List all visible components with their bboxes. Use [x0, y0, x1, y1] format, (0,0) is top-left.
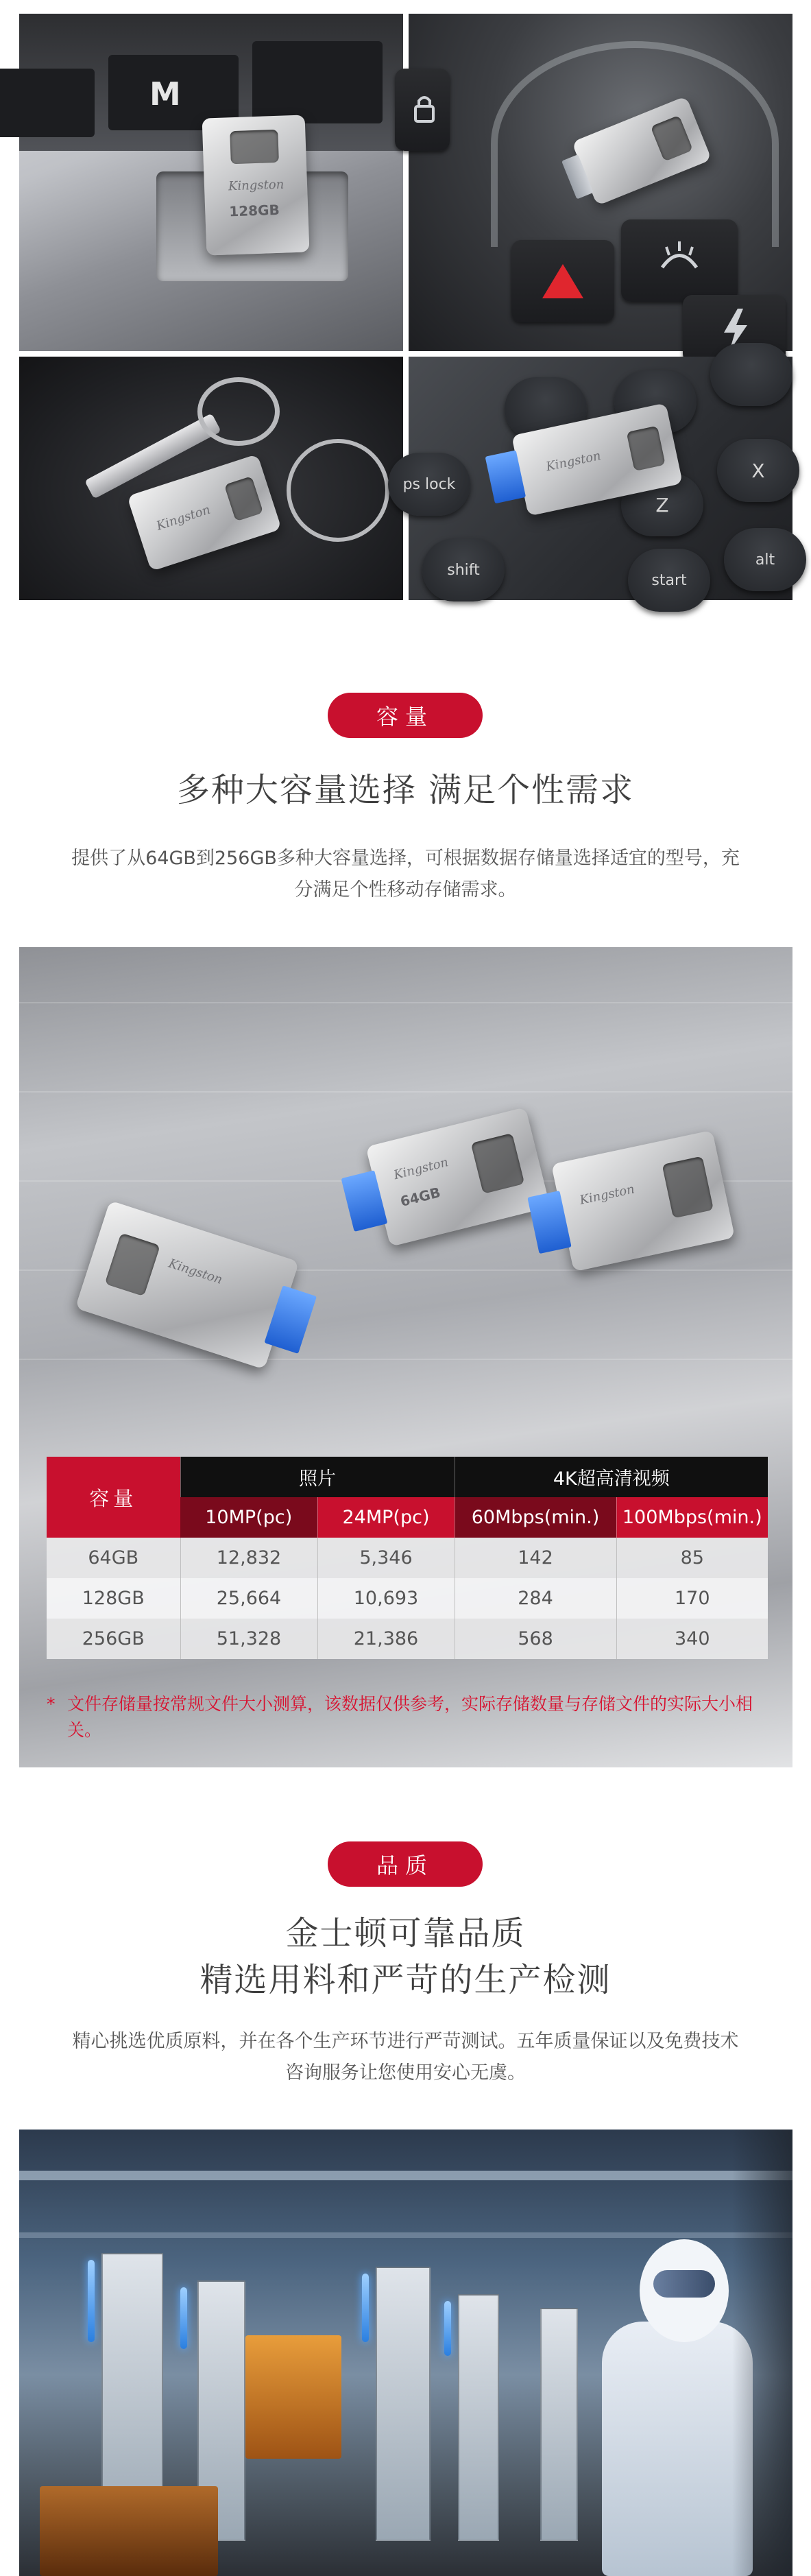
- keyboard-key: start: [628, 549, 710, 612]
- drive-brand-text: Kingston: [154, 502, 213, 534]
- table-cell: 51,328: [180, 1619, 317, 1659]
- flash-drive-256gb: [75, 1200, 300, 1370]
- table-cell: 10,693: [317, 1578, 455, 1619]
- table-cell: 85: [616, 1538, 768, 1578]
- padlock-key-icon: [395, 69, 450, 151]
- keyboard-key: X: [717, 439, 799, 502]
- table-row: [47, 1538, 768, 1578]
- table-header-capacity: 容量: [47, 1457, 180, 1538]
- keyboard-key: Z: [621, 473, 703, 536]
- table-cell: 284: [455, 1578, 616, 1619]
- table-subheader: 100Mbps(min.): [616, 1497, 768, 1538]
- quality-description: 精心挑选优质原料，并在各个生产环节进行严苛测试。五年质量保证以及免费技术咨询服务让您使用安心无虞。: [72, 2031, 739, 2084]
- keyboard-key: alt: [724, 528, 806, 591]
- keyboard-key: shift: [422, 538, 505, 601]
- quality-title-line1: 金士顿可靠品质: [285, 1914, 526, 1953]
- drive-brand-text: Kingston: [228, 177, 285, 194]
- cleanroom-worker: [602, 2322, 753, 2576]
- table-subheader: 24MP(pc): [317, 1497, 455, 1538]
- drive-capacity-text: 128GB: [228, 201, 280, 220]
- footnote-text: 文件存储量按常规文件大小测算，该数据仅供参考，实际存储数量与存储文件的实际大小相关。: [67, 1694, 753, 1740]
- photo-keyboard-drive: [402, 357, 792, 600]
- quality-title-line2: 精选用料和严苛的生产检测: [199, 1961, 612, 1999]
- capacity-title: 多种大容量选择 满足个性需求: [176, 771, 635, 809]
- table-cell: 142: [455, 1538, 616, 1578]
- capacity-showcase: [19, 947, 792, 1767]
- table-cell: 25,664: [180, 1578, 317, 1619]
- table-row: [47, 1619, 768, 1659]
- usb-connector: [485, 450, 526, 503]
- table-cell-capacity: 256GB: [47, 1619, 180, 1659]
- factory-photo: [19, 2130, 792, 2576]
- capacity-description: 提供了从64GB到256GB多种大容量选择，可根据数据存储量选择适宜的型号，充分满足个性移动存储需求。: [71, 848, 740, 901]
- drive-brand-text: Kingston: [544, 449, 603, 475]
- capacity-spec-table: [47, 1457, 768, 1659]
- photo-keychain-drive: [19, 357, 403, 600]
- key-ring: [197, 377, 280, 446]
- table-cell-capacity: 128GB: [47, 1578, 180, 1619]
- photo-car-console-drive: [409, 14, 792, 351]
- table-cell: 12,832: [180, 1538, 317, 1578]
- table-cell-capacity: 64GB: [47, 1538, 180, 1578]
- capacity-badge: 容量: [328, 693, 483, 738]
- drive-capacity-text: 64GB: [398, 1184, 442, 1210]
- laptop-key-letter: M: [149, 75, 181, 112]
- table-cell: 5,346: [317, 1538, 455, 1578]
- table-row: [47, 1578, 768, 1619]
- table-subheader: 10MP(pc): [180, 1497, 317, 1538]
- photo-laptop-drive: [19, 14, 403, 351]
- warning-triangle-key-icon: [511, 240, 614, 322]
- quality-badge: 品质: [328, 1841, 483, 1887]
- table-cell: 340: [616, 1619, 768, 1659]
- table-cell: 568: [455, 1619, 616, 1659]
- product-photo-grid: [19, 14, 792, 600]
- drive-brand-text: Kingston: [392, 1155, 450, 1183]
- flash-drive-128gb-showcase: [551, 1130, 735, 1272]
- table-cell: 21,386: [317, 1619, 455, 1659]
- flash-drive-64gb: [365, 1107, 550, 1247]
- keyboard-key: ps lock: [388, 453, 470, 516]
- footnote-star: *: [47, 1694, 56, 1714]
- drive-brand-text: Kingston: [578, 1182, 636, 1208]
- table-cell: 170: [616, 1578, 768, 1619]
- table-header-video: 4K超高清视频: [455, 1457, 768, 1497]
- drive-brand-text: Kingston: [167, 1256, 225, 1287]
- drive-ring: [287, 439, 389, 542]
- table-subheader: 60Mbps(min.): [455, 1497, 616, 1538]
- table-header-photo: 照片: [180, 1457, 455, 1497]
- storage-footnote: [47, 1691, 768, 1743]
- flash-drive-keychain: [127, 454, 282, 571]
- flash-drive-128gb: [202, 115, 310, 255]
